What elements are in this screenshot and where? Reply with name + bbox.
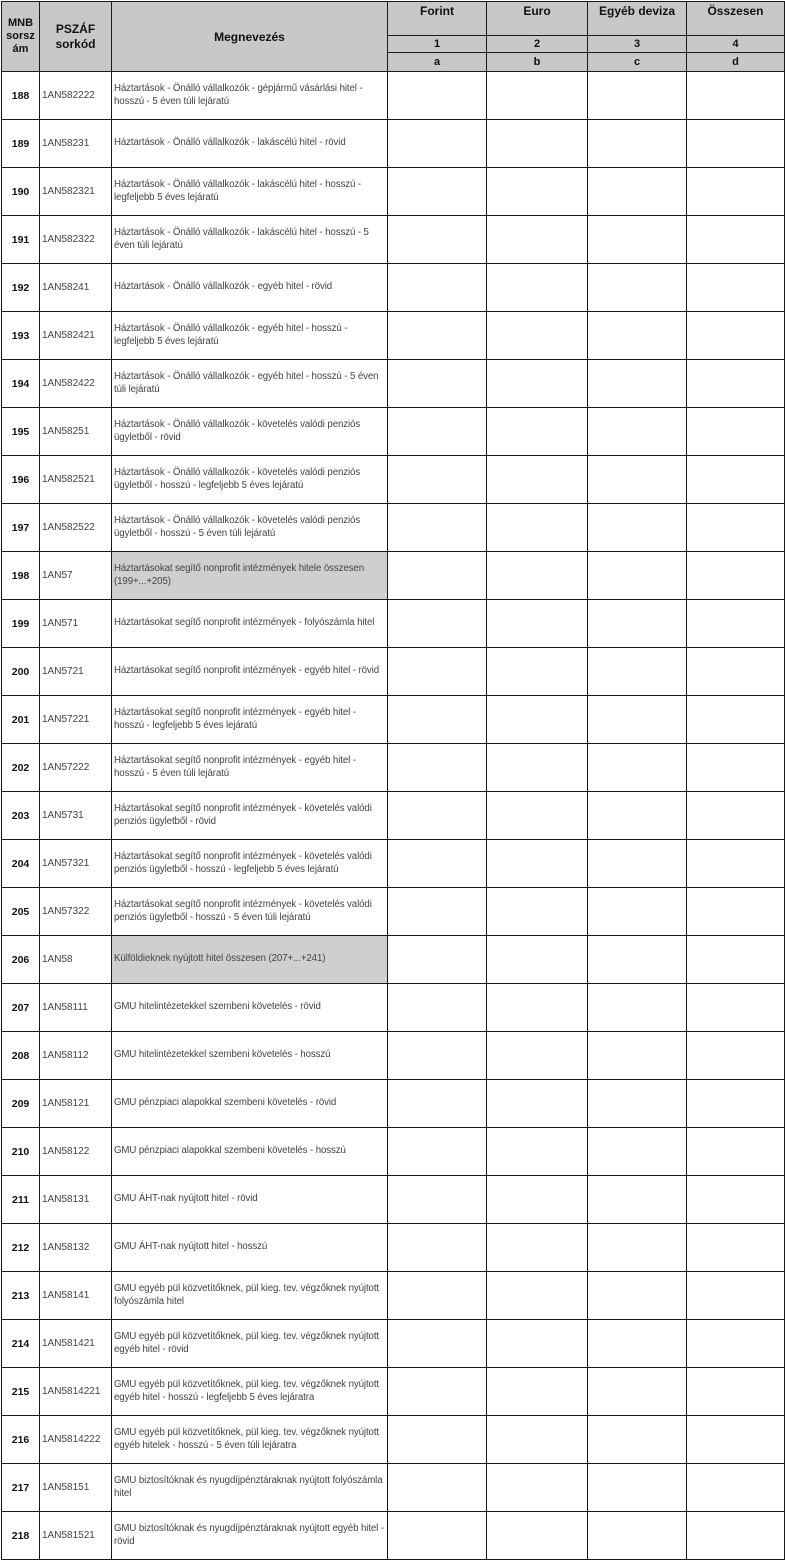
row-number: 192 bbox=[2, 264, 40, 312]
table-row bbox=[2, 1080, 785, 1128]
row-code: 1AN58112 bbox=[40, 1032, 112, 1080]
forint-input-cell[interactable] bbox=[388, 72, 487, 120]
row-number: 197 bbox=[2, 504, 40, 552]
egyeb-deviza-input-cell[interactable] bbox=[588, 360, 687, 408]
header-megnevezes: Megnevezés bbox=[112, 2, 388, 72]
row-name-total: Külföldieknek nyújtott hitel összesen (207+...+241) bbox=[112, 936, 388, 984]
osszesen-input-cell[interactable] bbox=[687, 936, 785, 984]
egyeb-deviza-input-cell[interactable] bbox=[588, 1080, 687, 1128]
euro-input-cell[interactable] bbox=[487, 216, 588, 264]
row-code: 1AN58251 bbox=[40, 408, 112, 456]
header-col-egyeb-deviza: Egyéb deviza bbox=[588, 2, 687, 36]
egyeb-deviza-input-cell[interactable] bbox=[588, 1032, 687, 1080]
forint-input-cell[interactable] bbox=[388, 120, 487, 168]
header-mnb-line2: sorsz bbox=[6, 30, 35, 42]
row-number: 205 bbox=[2, 888, 40, 936]
table-row bbox=[2, 312, 785, 360]
egyeb-deviza-input-cell[interactable] bbox=[588, 744, 687, 792]
osszesen-input-cell[interactable] bbox=[687, 792, 785, 840]
row-code: 1AN58131 bbox=[40, 1176, 112, 1224]
forint-input-cell[interactable] bbox=[388, 1176, 487, 1224]
egyeb-deviza-input-cell[interactable] bbox=[588, 312, 687, 360]
osszesen-input-cell[interactable] bbox=[687, 1272, 785, 1320]
header-mnb-line1: MNB bbox=[7, 17, 34, 29]
row-number: 201 bbox=[2, 696, 40, 744]
egyeb-deviza-input-cell[interactable] bbox=[588, 120, 687, 168]
forint-input-cell[interactable] bbox=[388, 1512, 487, 1560]
row-code: 1AN571 bbox=[40, 600, 112, 648]
row-code: 1AN57321 bbox=[40, 840, 112, 888]
euro-input-cell[interactable] bbox=[487, 1032, 588, 1080]
euro-input-cell[interactable] bbox=[487, 936, 588, 984]
row-number: 213 bbox=[2, 1272, 40, 1320]
row-number: 214 bbox=[2, 1320, 40, 1368]
header-mnb-line3: ám bbox=[12, 43, 29, 55]
row-number: 215 bbox=[2, 1368, 40, 1416]
euro-input-cell[interactable] bbox=[487, 168, 588, 216]
row-code: 1AN57322 bbox=[40, 888, 112, 936]
osszesen-input-cell[interactable] bbox=[687, 216, 785, 264]
osszesen-input-cell[interactable] bbox=[687, 168, 785, 216]
osszesen-input-cell[interactable] bbox=[687, 1176, 785, 1224]
osszesen-input-cell[interactable] bbox=[687, 744, 785, 792]
row-code: 1AN582422 bbox=[40, 360, 112, 408]
row-name: GMU ÁHT-nak nyújtott hitel - hosszú bbox=[112, 1224, 388, 1272]
egyeb-deviza-input-cell[interactable] bbox=[588, 1128, 687, 1176]
forint-input-cell[interactable] bbox=[388, 936, 487, 984]
row-number: 204 bbox=[2, 840, 40, 888]
row-code: 1AN581421 bbox=[40, 1320, 112, 1368]
table-row bbox=[2, 1512, 785, 1560]
forint-input-cell[interactable] bbox=[388, 888, 487, 936]
osszesen-input-cell[interactable] bbox=[687, 264, 785, 312]
row-name: GMU ÁHT-nak nyújtott hitel - rövid bbox=[112, 1176, 388, 1224]
row-number: 195 bbox=[2, 408, 40, 456]
row-name: Háztartások - Önálló vállalkozók - egyéb hitel - rövid bbox=[112, 264, 388, 312]
header-col-forint: Forint bbox=[388, 2, 487, 36]
osszesen-input-cell[interactable] bbox=[687, 600, 785, 648]
euro-input-cell[interactable] bbox=[487, 408, 588, 456]
egyeb-deviza-input-cell[interactable] bbox=[588, 72, 687, 120]
table-row bbox=[2, 984, 785, 1032]
euro-input-cell[interactable] bbox=[487, 1368, 588, 1416]
euro-input-cell[interactable] bbox=[487, 72, 588, 120]
forint-input-cell[interactable] bbox=[388, 1224, 487, 1272]
row-number: 193 bbox=[2, 312, 40, 360]
table-row bbox=[2, 648, 785, 696]
euro-input-cell[interactable] bbox=[487, 600, 588, 648]
table-header bbox=[2, 2, 785, 72]
row-name: GMU hitelintézetekkel szembeni követelés - hosszú bbox=[112, 1032, 388, 1080]
forint-input-cell[interactable] bbox=[388, 504, 487, 552]
egyeb-deviza-input-cell[interactable] bbox=[588, 1320, 687, 1368]
table-row bbox=[2, 1176, 785, 1224]
row-code: 1AN57222 bbox=[40, 744, 112, 792]
euro-input-cell[interactable] bbox=[487, 1320, 588, 1368]
euro-input-cell[interactable] bbox=[487, 1224, 588, 1272]
row-name: Háztartások - Önálló vállalkozók - gépjármű vásárlási hitel - hosszú - 5 éven túli lejáratú bbox=[112, 72, 388, 120]
egyeb-deviza-input-cell[interactable] bbox=[588, 984, 687, 1032]
row-number: 202 bbox=[2, 744, 40, 792]
row-name: Háztartások - Önálló vállalkozók - lakáscélú hitel - hosszú - 5 éven túli lejáratú bbox=[112, 216, 388, 264]
header-pszaf-line2: sorkód bbox=[55, 36, 96, 51]
euro-input-cell[interactable] bbox=[487, 360, 588, 408]
row-number: 208 bbox=[2, 1032, 40, 1080]
row-name: GMU biztosítóknak és nyugdíjpénztáraknak nyújtott folyószámla hitel bbox=[112, 1464, 388, 1512]
row-number: 194 bbox=[2, 360, 40, 408]
euro-input-cell[interactable] bbox=[487, 1512, 588, 1560]
row-number: 190 bbox=[2, 168, 40, 216]
euro-input-cell[interactable] bbox=[487, 840, 588, 888]
egyeb-deviza-input-cell[interactable] bbox=[588, 840, 687, 888]
egyeb-deviza-input-cell[interactable] bbox=[588, 888, 687, 936]
row-number: 191 bbox=[2, 216, 40, 264]
euro-input-cell[interactable] bbox=[487, 1416, 588, 1464]
forint-input-cell[interactable] bbox=[388, 408, 487, 456]
egyeb-deviza-input-cell[interactable] bbox=[588, 792, 687, 840]
row-number: 207 bbox=[2, 984, 40, 1032]
header-col-euro: Euro bbox=[487, 2, 588, 36]
table-row bbox=[2, 408, 785, 456]
osszesen-input-cell[interactable] bbox=[687, 696, 785, 744]
row-code: 1AN58111 bbox=[40, 984, 112, 1032]
egyeb-deviza-input-cell[interactable] bbox=[588, 1176, 687, 1224]
euro-input-cell[interactable] bbox=[487, 744, 588, 792]
row-number: 196 bbox=[2, 456, 40, 504]
forint-input-cell[interactable] bbox=[388, 456, 487, 504]
row-code: 1AN582522 bbox=[40, 504, 112, 552]
forint-input-cell[interactable] bbox=[388, 1320, 487, 1368]
row-code: 1AN5814221 bbox=[40, 1368, 112, 1416]
euro-input-cell[interactable] bbox=[487, 1080, 588, 1128]
osszesen-input-cell[interactable] bbox=[687, 648, 785, 696]
osszesen-input-cell[interactable] bbox=[687, 552, 785, 600]
forint-input-cell[interactable] bbox=[388, 168, 487, 216]
row-name: GMU pénzpiaci alapokkal szembeni követelés - hosszú bbox=[112, 1128, 388, 1176]
egyeb-deviza-input-cell[interactable] bbox=[588, 600, 687, 648]
forint-input-cell[interactable] bbox=[388, 1464, 487, 1512]
egyeb-deviza-input-cell[interactable] bbox=[588, 408, 687, 456]
row-number: 212 bbox=[2, 1224, 40, 1272]
row-name: Háztartások - Önálló vállalkozók - lakáscélú hitel - rövid bbox=[112, 120, 388, 168]
header-col-letter: d bbox=[687, 53, 785, 72]
egyeb-deviza-input-cell[interactable] bbox=[588, 168, 687, 216]
euro-input-cell[interactable] bbox=[487, 696, 588, 744]
row-name: GMU egyéb pül közvetítőknek, pül kieg. tev. végzőknek nyújtott egyéb hitel - rövid bbox=[112, 1320, 388, 1368]
row-name: Háztartások - Önálló vállalkozók - követelés valódi penziós ügyletből - rövid bbox=[112, 408, 388, 456]
forint-input-cell[interactable] bbox=[388, 840, 487, 888]
forint-input-cell[interactable] bbox=[388, 264, 487, 312]
table-row bbox=[2, 120, 785, 168]
euro-input-cell[interactable] bbox=[487, 1128, 588, 1176]
row-code: 1AN5721 bbox=[40, 648, 112, 696]
table-row bbox=[2, 1272, 785, 1320]
table-row bbox=[2, 1128, 785, 1176]
osszesen-input-cell[interactable] bbox=[687, 72, 785, 120]
table-row bbox=[2, 1368, 785, 1416]
table-row bbox=[2, 1320, 785, 1368]
table-row bbox=[2, 936, 785, 984]
row-name: Háztartások - Önálló vállalkozók - egyéb hitel - hosszú - legfeljebb 5 éves lejáratú bbox=[112, 312, 388, 360]
row-name: Háztartásokat segítő nonprofit intézmények - egyéb hitel - hosszú - 5 éven túli lejáratú bbox=[112, 744, 388, 792]
osszesen-input-cell[interactable] bbox=[687, 1368, 785, 1416]
osszesen-input-cell[interactable] bbox=[687, 1320, 785, 1368]
euro-input-cell[interactable] bbox=[487, 1176, 588, 1224]
euro-input-cell[interactable] bbox=[487, 552, 588, 600]
row-name: GMU egyéb pül közvetítőknek, pül kieg. tev. végzőknek nyújtott egyéb hitelek - hosszú - 5 éven túli lejáratra bbox=[112, 1416, 388, 1464]
osszesen-input-cell[interactable] bbox=[687, 1464, 785, 1512]
forint-input-cell[interactable] bbox=[388, 600, 487, 648]
forint-input-cell[interactable] bbox=[388, 984, 487, 1032]
euro-input-cell[interactable] bbox=[487, 888, 588, 936]
forint-input-cell[interactable] bbox=[388, 744, 487, 792]
table-row bbox=[2, 1416, 785, 1464]
osszesen-input-cell[interactable] bbox=[687, 1080, 785, 1128]
row-code: 1AN58122 bbox=[40, 1128, 112, 1176]
egyeb-deviza-input-cell[interactable] bbox=[588, 1416, 687, 1464]
header-mnb-sorszam bbox=[2, 2, 40, 72]
row-name: GMU hitelintézetekkel szembeni követelés - rövid bbox=[112, 984, 388, 1032]
header-col-letter: c bbox=[588, 53, 687, 72]
row-name: Háztartásokat segítő nonprofit intézmények - követelés valódi penziós ügyletből - hosszú - legfeljebb 5 éves lejáratú bbox=[112, 840, 388, 888]
row-name: Háztartásokat segítő nonprofit intézmények - követelés valódi penziós ügyletből - hosszú - 5 éven túli lejáratú bbox=[112, 888, 388, 936]
osszesen-input-cell[interactable] bbox=[687, 504, 785, 552]
row-number: 198 bbox=[2, 552, 40, 600]
forint-input-cell[interactable] bbox=[388, 360, 487, 408]
forint-input-cell[interactable] bbox=[388, 1032, 487, 1080]
egyeb-deviza-input-cell[interactable] bbox=[588, 936, 687, 984]
egyeb-deviza-input-cell[interactable] bbox=[588, 1464, 687, 1512]
header-col-number: 3 bbox=[588, 36, 687, 53]
table-row bbox=[2, 360, 785, 408]
row-number: 199 bbox=[2, 600, 40, 648]
row-code: 1AN582321 bbox=[40, 168, 112, 216]
table-row bbox=[2, 1224, 785, 1272]
osszesen-input-cell[interactable] bbox=[687, 1128, 785, 1176]
row-name: Háztartásokat segítő nonprofit intézmények - követelés valódi penziós ügyletből - rövid bbox=[112, 792, 388, 840]
row-name: Háztartások - Önálló vállalkozók - lakáscélú hitel - hosszú - legfeljebb 5 éves lejáratú bbox=[112, 168, 388, 216]
euro-input-cell[interactable] bbox=[487, 312, 588, 360]
forint-input-cell[interactable] bbox=[388, 216, 487, 264]
table-row bbox=[2, 168, 785, 216]
row-code: 1AN582222 bbox=[40, 72, 112, 120]
row-name: Háztartások - Önálló vállalkozók - egyéb hitel - hosszú - 5 éven túli lejáratú bbox=[112, 360, 388, 408]
osszesen-input-cell[interactable] bbox=[687, 120, 785, 168]
row-name: Háztartások - Önálló vállalkozók - követelés valódi penziós ügyletből - hosszú - 5 éven túli lejáratú bbox=[112, 504, 388, 552]
row-code: 1AN57221 bbox=[40, 696, 112, 744]
header-col-letter: a bbox=[388, 53, 487, 72]
osszesen-input-cell[interactable] bbox=[687, 888, 785, 936]
header-col-number: 2 bbox=[487, 36, 588, 53]
header-pszaf-sorkod bbox=[40, 2, 112, 72]
table-row bbox=[2, 72, 785, 120]
row-code: 1AN58231 bbox=[40, 120, 112, 168]
table-row bbox=[2, 504, 785, 552]
table-row bbox=[2, 600, 785, 648]
row-code: 1AN581521 bbox=[40, 1512, 112, 1560]
table-row bbox=[2, 696, 785, 744]
osszesen-input-cell[interactable] bbox=[687, 456, 785, 504]
euro-input-cell[interactable] bbox=[487, 456, 588, 504]
forint-input-cell[interactable] bbox=[388, 696, 487, 744]
egyeb-deviza-input-cell[interactable] bbox=[588, 264, 687, 312]
egyeb-deviza-input-cell[interactable] bbox=[588, 1272, 687, 1320]
table-row bbox=[2, 744, 785, 792]
egyeb-deviza-input-cell[interactable] bbox=[588, 504, 687, 552]
row-number: 203 bbox=[2, 792, 40, 840]
header-col-osszesen: Összesen bbox=[687, 2, 785, 36]
forint-input-cell[interactable] bbox=[388, 1416, 487, 1464]
forint-input-cell[interactable] bbox=[388, 312, 487, 360]
euro-input-cell[interactable] bbox=[487, 264, 588, 312]
row-number: 188 bbox=[2, 72, 40, 120]
forint-input-cell[interactable] bbox=[388, 552, 487, 600]
table-row bbox=[2, 264, 785, 312]
egyeb-deviza-input-cell[interactable] bbox=[588, 1512, 687, 1560]
table-row bbox=[2, 456, 785, 504]
row-code: 1AN582521 bbox=[40, 456, 112, 504]
row-code: 1AN58241 bbox=[40, 264, 112, 312]
report-table bbox=[1, 1, 785, 1560]
row-number: 209 bbox=[2, 1080, 40, 1128]
table-row bbox=[2, 792, 785, 840]
row-code: 1AN58 bbox=[40, 936, 112, 984]
row-code: 1AN58151 bbox=[40, 1464, 112, 1512]
osszesen-input-cell[interactable] bbox=[687, 1512, 785, 1560]
forint-input-cell[interactable] bbox=[388, 792, 487, 840]
table-row bbox=[2, 888, 785, 936]
osszesen-input-cell[interactable] bbox=[687, 984, 785, 1032]
osszesen-input-cell[interactable] bbox=[687, 1224, 785, 1272]
row-name-total: Háztartásokat segítő nonprofit intézmények hitele összesen (199+...+205) bbox=[112, 552, 388, 600]
row-number: 200 bbox=[2, 648, 40, 696]
row-code: 1AN57 bbox=[40, 552, 112, 600]
row-code: 1AN58132 bbox=[40, 1224, 112, 1272]
egyeb-deviza-input-cell[interactable] bbox=[588, 1368, 687, 1416]
egyeb-deviza-input-cell[interactable] bbox=[588, 552, 687, 600]
euro-input-cell[interactable] bbox=[487, 1272, 588, 1320]
forint-input-cell[interactable] bbox=[388, 1272, 487, 1320]
osszesen-input-cell[interactable] bbox=[687, 1032, 785, 1080]
euro-input-cell[interactable] bbox=[487, 1464, 588, 1512]
row-name: Háztartások - Önálló vállalkozók - követelés valódi penziós ügyletből - hosszú - legfeljebb 5 éves lejáratú bbox=[112, 456, 388, 504]
row-number: 216 bbox=[2, 1416, 40, 1464]
forint-input-cell[interactable] bbox=[388, 1080, 487, 1128]
euro-input-cell[interactable] bbox=[487, 120, 588, 168]
euro-input-cell[interactable] bbox=[487, 984, 588, 1032]
table-row bbox=[2, 552, 785, 600]
osszesen-input-cell[interactable] bbox=[687, 360, 785, 408]
header-col-number: 4 bbox=[687, 36, 785, 53]
egyeb-deviza-input-cell[interactable] bbox=[588, 648, 687, 696]
row-code: 1AN582322 bbox=[40, 216, 112, 264]
osszesen-input-cell[interactable] bbox=[687, 1416, 785, 1464]
row-number: 206 bbox=[2, 936, 40, 984]
row-number: 217 bbox=[2, 1464, 40, 1512]
row-name: Háztartásokat segítő nonprofit intézmények - folyószámla hitel bbox=[112, 600, 388, 648]
row-code: 1AN58121 bbox=[40, 1080, 112, 1128]
osszesen-input-cell[interactable] bbox=[687, 840, 785, 888]
row-name: GMU biztosítóknak és nyugdíjpénztáraknak nyújtott egyéb hitel - rövid bbox=[112, 1512, 388, 1560]
row-name: GMU egyéb pül közvetítőknek, pül kieg. tev. végzőknek nyújtott folyószámla hitel bbox=[112, 1272, 388, 1320]
table-row bbox=[2, 216, 785, 264]
table-body bbox=[2, 72, 785, 1560]
forint-input-cell[interactable] bbox=[388, 1128, 487, 1176]
header-col-number: 1 bbox=[388, 36, 487, 53]
row-number: 189 bbox=[2, 120, 40, 168]
row-code: 1AN5814222 bbox=[40, 1416, 112, 1464]
osszesen-input-cell[interactable] bbox=[687, 408, 785, 456]
row-code: 1AN582421 bbox=[40, 312, 112, 360]
header-col-letter: b bbox=[487, 53, 588, 72]
row-number: 218 bbox=[2, 1512, 40, 1560]
row-name: Háztartásokat segítő nonprofit intézmények - egyéb hitel - hosszú - legfeljebb 5 éves lejáratú bbox=[112, 696, 388, 744]
euro-input-cell[interactable] bbox=[487, 792, 588, 840]
header-pszaf-line1: PSZÁF bbox=[55, 21, 96, 36]
table-row bbox=[2, 1032, 785, 1080]
row-number: 210 bbox=[2, 1128, 40, 1176]
forint-input-cell[interactable] bbox=[388, 1368, 487, 1416]
row-number: 211 bbox=[2, 1176, 40, 1224]
egyeb-deviza-input-cell[interactable] bbox=[588, 696, 687, 744]
row-name: GMU pénzpiaci alapokkal szembeni követelés - rövid bbox=[112, 1080, 388, 1128]
row-code: 1AN58141 bbox=[40, 1272, 112, 1320]
forint-input-cell[interactable] bbox=[388, 648, 487, 696]
euro-input-cell[interactable] bbox=[487, 504, 588, 552]
osszesen-input-cell[interactable] bbox=[687, 312, 785, 360]
table-row bbox=[2, 1464, 785, 1512]
table-row bbox=[2, 840, 785, 888]
row-code: 1AN5731 bbox=[40, 792, 112, 840]
egyeb-deviza-input-cell[interactable] bbox=[588, 1224, 687, 1272]
egyeb-deviza-input-cell[interactable] bbox=[588, 456, 687, 504]
row-name: GMU egyéb pül közvetítőknek, pül kieg. tev. végzőknek nyújtott egyéb hitel - hosszú - legfeljebb 5 éves lejáratra bbox=[112, 1368, 388, 1416]
row-name: Háztartásokat segítő nonprofit intézmények - egyéb hitel - rövid bbox=[112, 648, 388, 696]
euro-input-cell[interactable] bbox=[487, 648, 588, 696]
egyeb-deviza-input-cell[interactable] bbox=[588, 216, 687, 264]
